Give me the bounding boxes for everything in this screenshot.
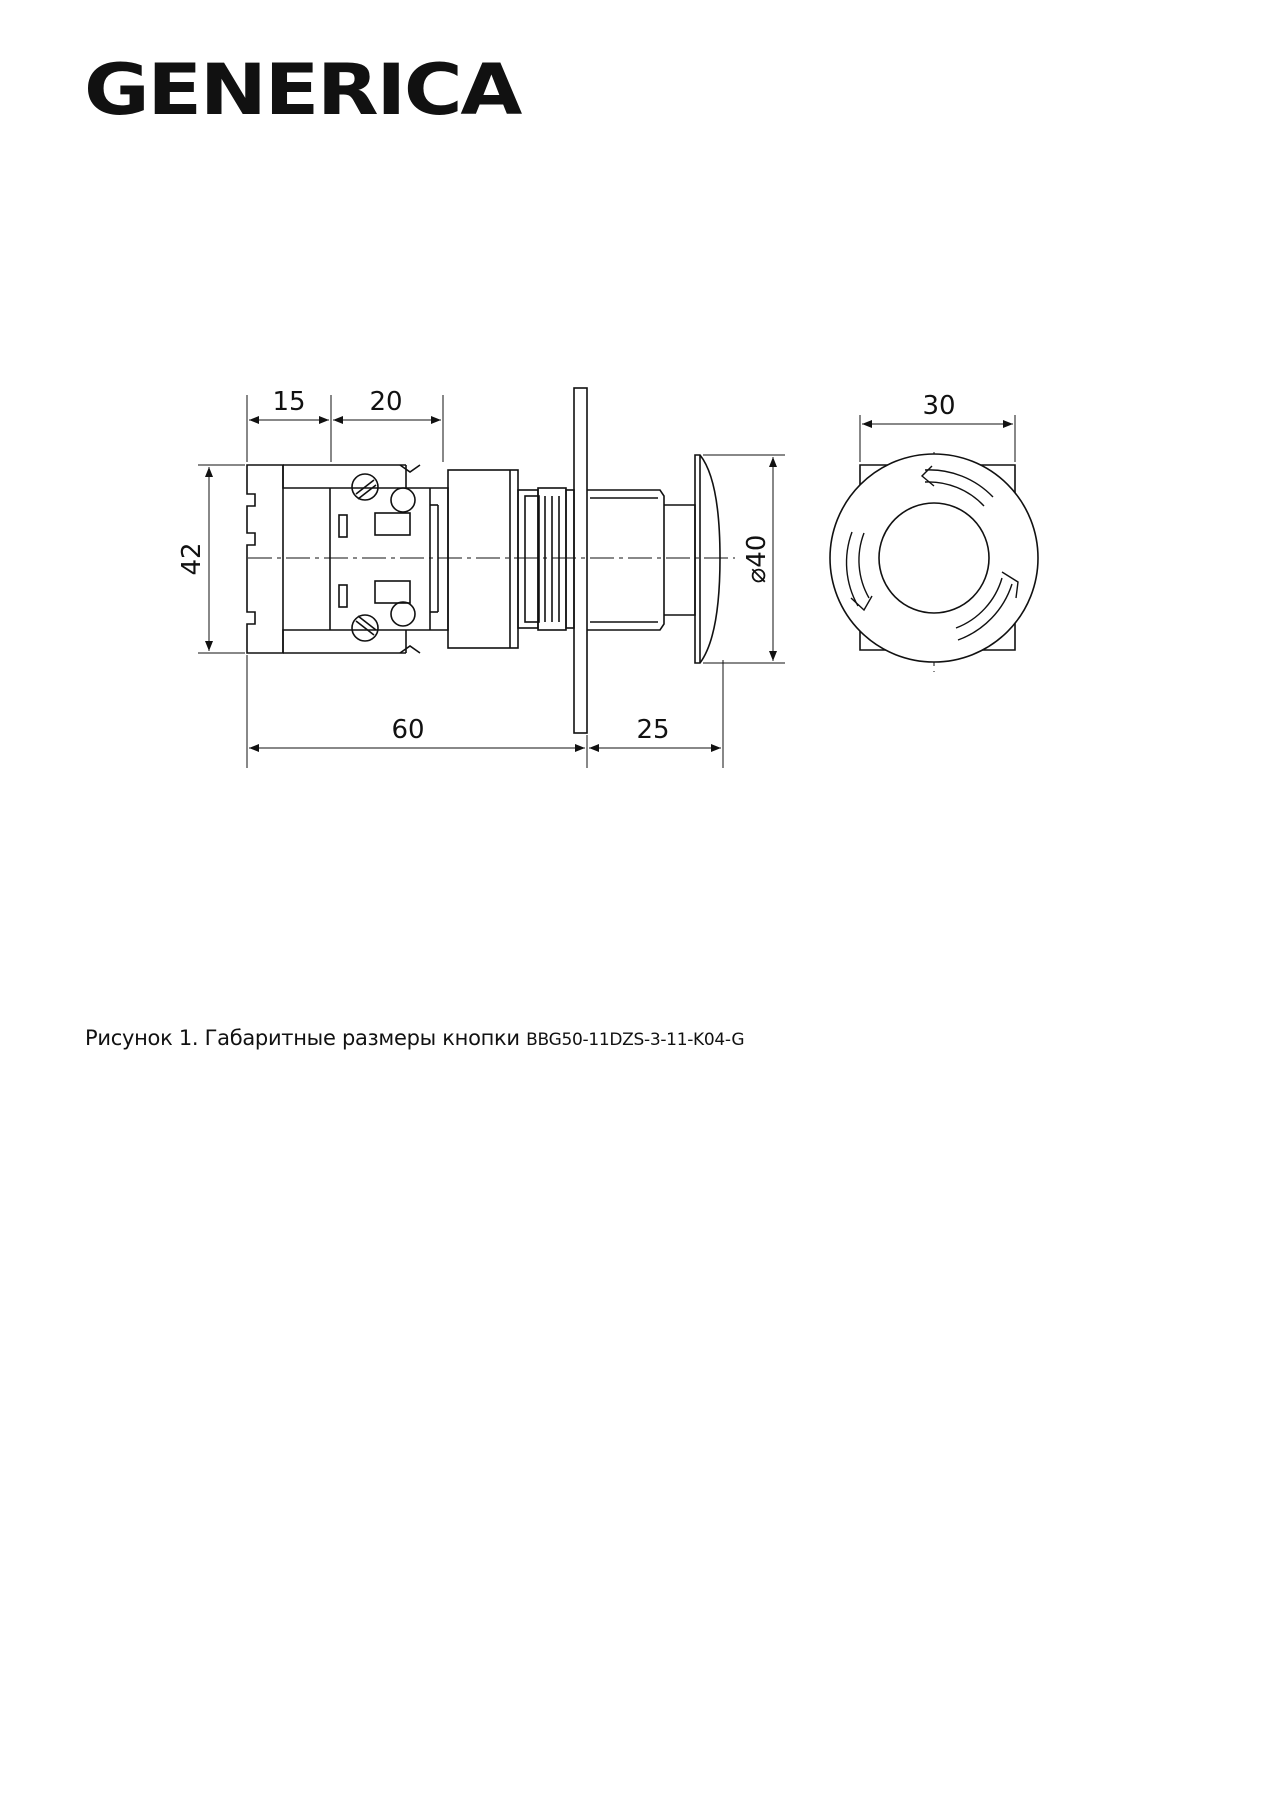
panel-plate <box>574 388 587 733</box>
logo-text: GENERICA <box>84 50 523 130</box>
dimension-40: ⌀40 <box>742 534 772 584</box>
caption-product-code: BBG50-11DZS-3-11-K04-G <box>526 1030 745 1050</box>
dimension-25: 25 <box>636 715 670 745</box>
dimension-20: 20 <box>369 387 403 417</box>
contact-block-details <box>339 465 420 653</box>
dimension-15: 15 <box>272 387 306 417</box>
dimension-30: 30 <box>922 391 956 421</box>
caption-text: Рисунок 1. Габаритные размеры кнопки <box>85 1026 527 1050</box>
mushroom-head <box>695 455 720 663</box>
front-view <box>830 454 1038 662</box>
actuator-body <box>587 490 695 630</box>
threaded-ring <box>518 488 574 630</box>
dimension-42: 42 <box>177 542 207 576</box>
figure-caption <box>85 1026 744 1050</box>
adapter-body <box>448 470 518 648</box>
dimension-60: 60 <box>391 715 425 745</box>
contact-block-outline <box>247 465 448 653</box>
